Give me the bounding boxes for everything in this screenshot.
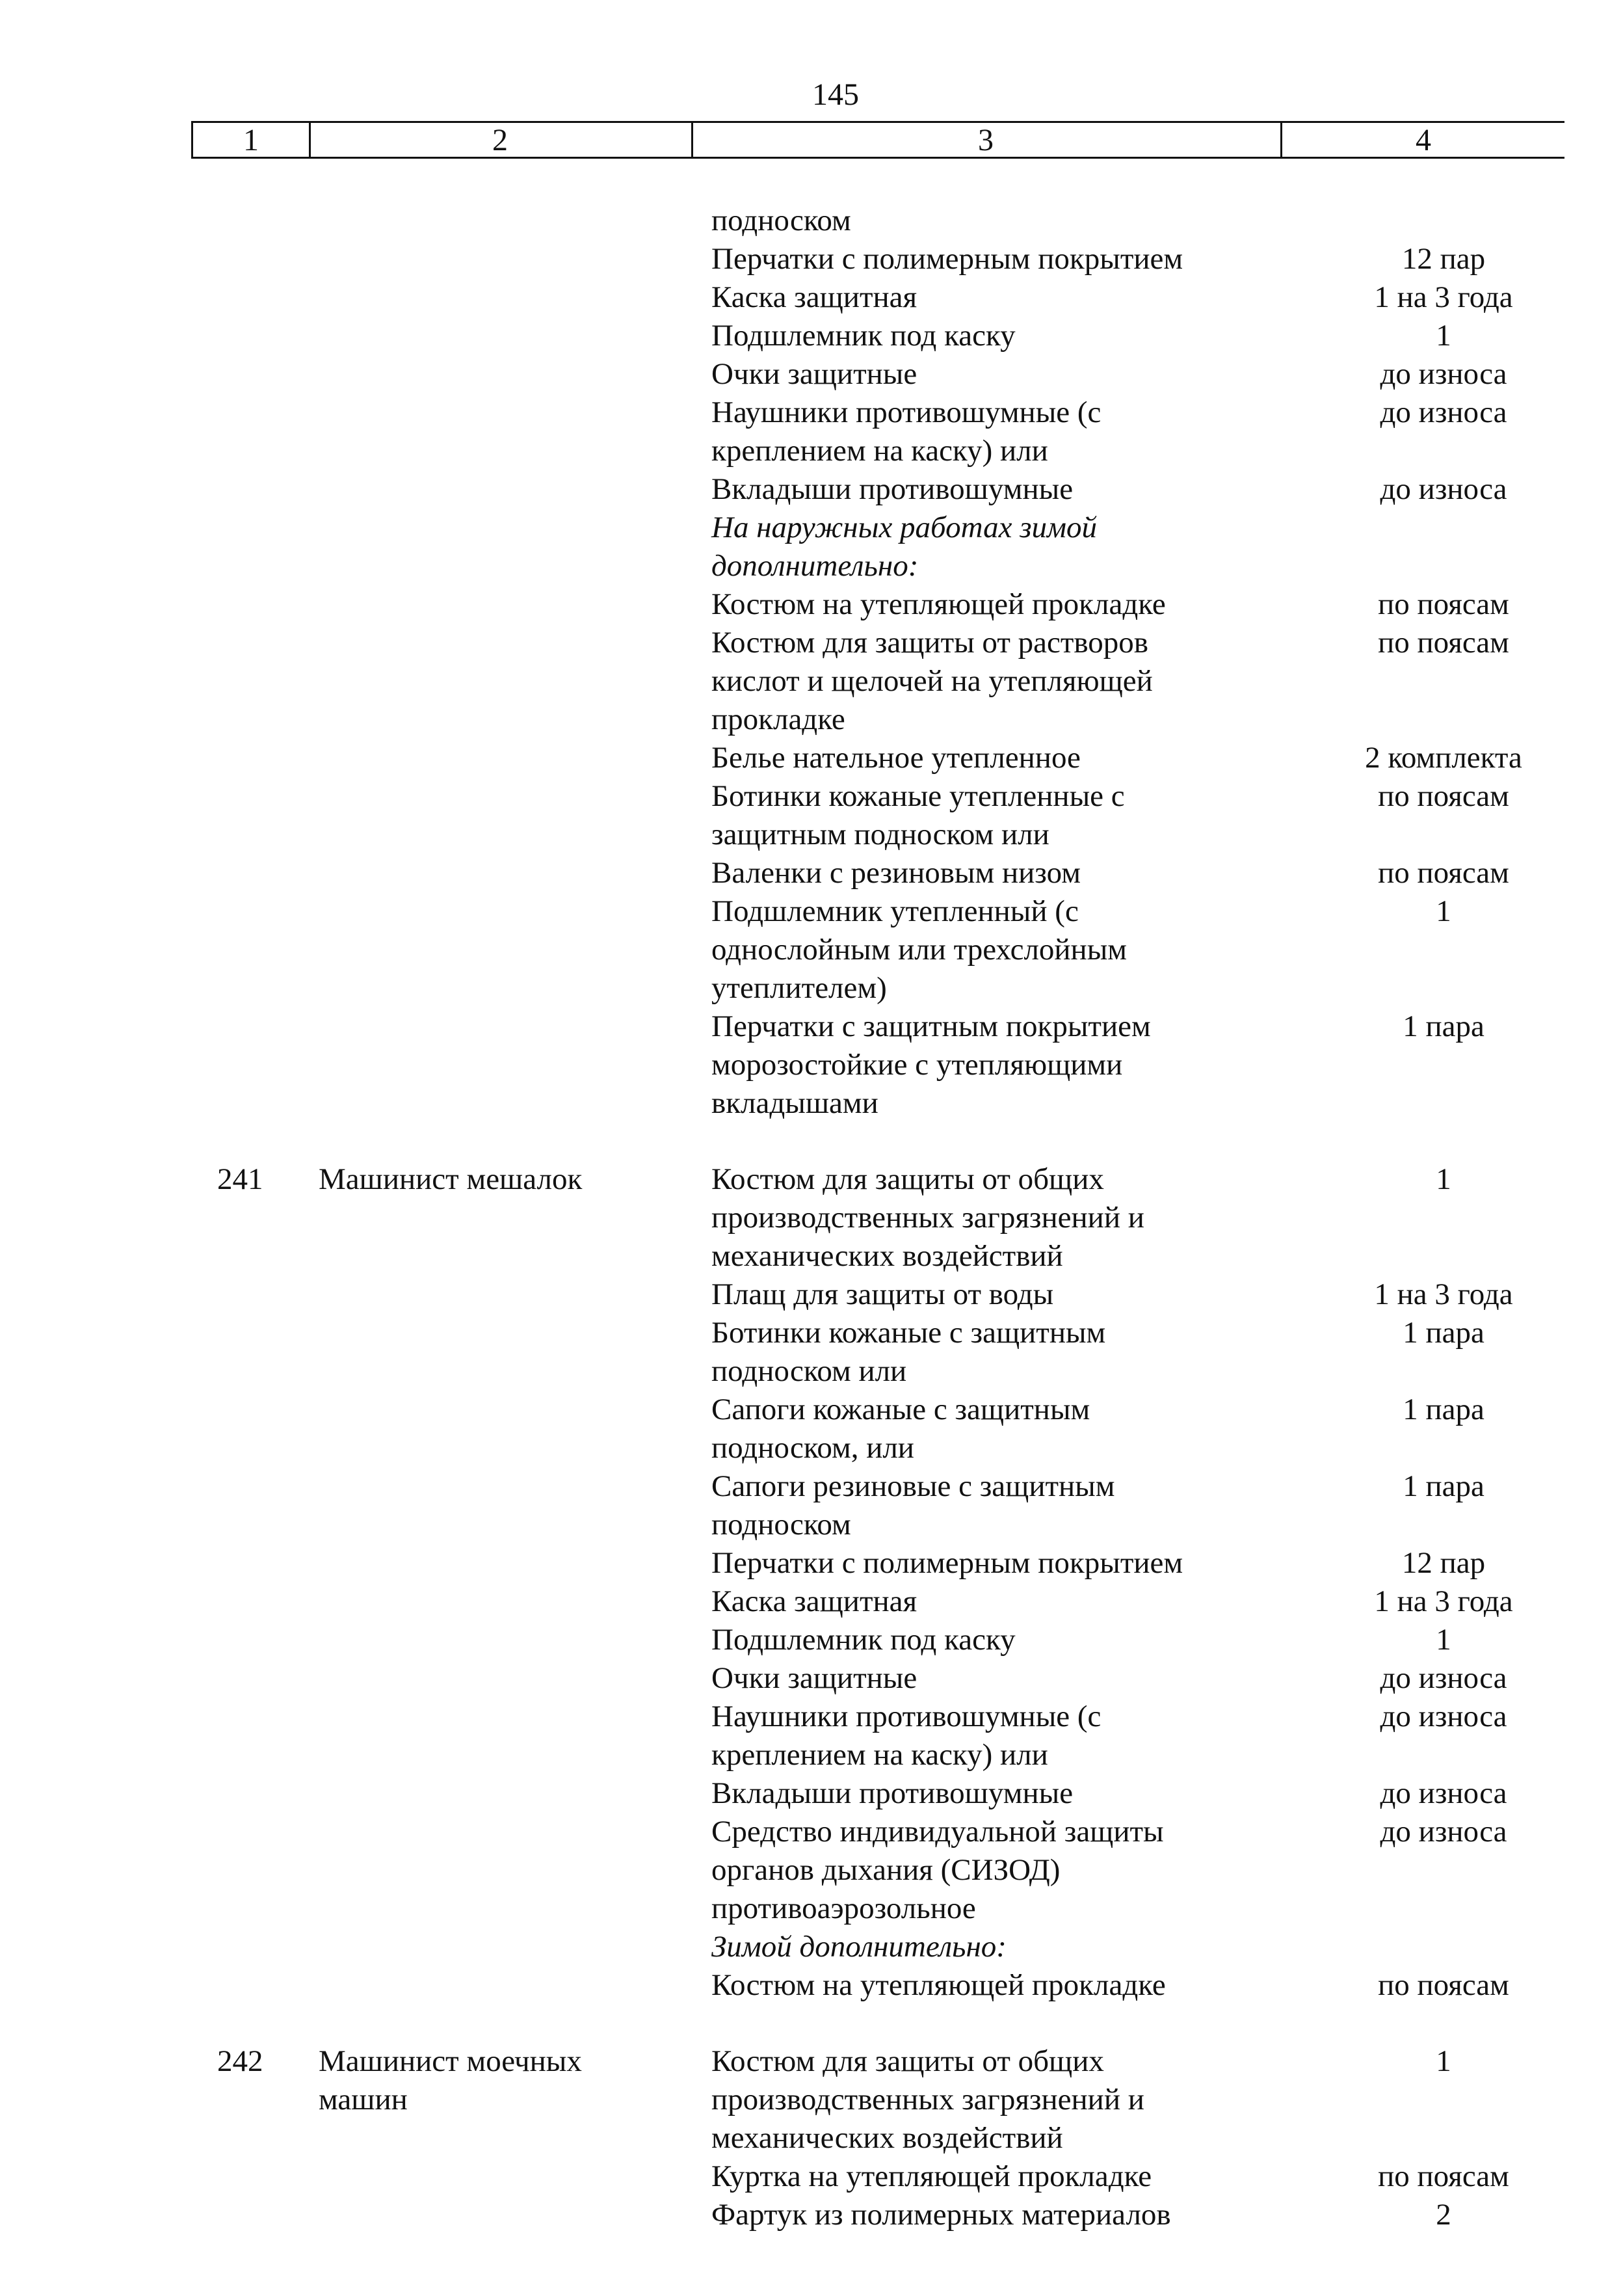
ppe-item-name: подноском bbox=[711, 204, 851, 237]
header-col-4: 4 bbox=[1416, 122, 1431, 157]
ppe-item-name: Фартук из полимерных материалов bbox=[711, 2198, 1171, 2232]
issue-norm: 12 пар bbox=[1401, 242, 1486, 276]
ppe-item-name: Вкладыши противошумные bbox=[711, 472, 1074, 506]
issue-norm: до износа bbox=[1380, 1700, 1507, 1733]
issue-norm: 1 пара bbox=[1403, 1009, 1484, 1043]
ppe-item-name: Ботинки кожаные утепленные с защитным подноском или bbox=[711, 779, 1125, 851]
ppe-item-name: Ботинки кожаные с защитным подноском или bbox=[711, 1316, 1106, 1388]
ppe-item-name: Каска защитная bbox=[711, 280, 917, 314]
ppe-item-name: Наушники противошумные (с креплением на каску) или bbox=[711, 395, 1102, 468]
ppe-item-name: Костюм для защиты от общих производственных загрязнений и механических воздействий bbox=[711, 2044, 1144, 2155]
table-row bbox=[0, 1659, 1623, 1698]
table-row bbox=[0, 1774, 1623, 1813]
ppe-item-name: Костюм на утепляющей прокладке bbox=[711, 587, 1166, 621]
table-row bbox=[0, 892, 1623, 1008]
issue-norm: до износа bbox=[1380, 1776, 1507, 1810]
issue-norm: 1 пара bbox=[1403, 1393, 1484, 1426]
table-row bbox=[0, 2042, 1623, 2157]
issue-norm: до износа bbox=[1380, 1661, 1507, 1695]
table-row bbox=[0, 278, 1623, 317]
table-row bbox=[0, 394, 1623, 470]
ppe-item-name: Средство индивидуальной защиты органов дыхания (СИЗОД) противоаэрозольное bbox=[711, 1815, 1164, 1925]
ppe-item-name: Подшлемник под каску bbox=[711, 319, 1016, 353]
issue-norm: по поясам bbox=[1378, 626, 1509, 660]
ppe-item-name: Каска защитная bbox=[711, 1584, 917, 1618]
profession-name: Машинист моечных машин bbox=[319, 2044, 582, 2116]
table-row bbox=[0, 470, 1623, 509]
table-row bbox=[0, 1160, 1623, 1275]
issue-norm: по поясам bbox=[1378, 2159, 1509, 2193]
issue-norm: 1 на 3 года bbox=[1374, 1584, 1513, 1618]
entry-number: 242 bbox=[217, 2044, 263, 2078]
ppe-item-name: Наушники противошумные (с креплением на каску) или bbox=[711, 1700, 1102, 1772]
table-row bbox=[0, 777, 1623, 854]
table-row bbox=[0, 355, 1623, 394]
issue-norm: 1 пара bbox=[1403, 1316, 1484, 1350]
table-row bbox=[0, 624, 1623, 739]
ppe-item-name: Костюм для защиты от общих производственных загрязнений и механических воздействий bbox=[711, 1162, 1144, 1273]
table-body bbox=[0, 202, 1623, 2234]
ppe-item-name: Костюм для защиты от растворов кислот и щелочей на утепляющей прокладке bbox=[711, 626, 1153, 736]
issue-norm: 1 bbox=[1436, 1162, 1451, 1196]
issue-norm: 1 bbox=[1436, 894, 1451, 928]
issue-norm: до износа bbox=[1380, 1815, 1507, 1849]
table-row bbox=[0, 1966, 1623, 2005]
section-note: Зимой дополнительно: bbox=[711, 1930, 1007, 1964]
ppe-item-name: Очки защитные bbox=[711, 357, 917, 391]
table-row bbox=[0, 1621, 1623, 1659]
entry-number: 241 bbox=[217, 1162, 263, 1196]
issue-norm: до износа bbox=[1380, 395, 1507, 429]
table-row bbox=[0, 202, 1623, 240]
issue-norm: 1 bbox=[1436, 319, 1451, 353]
issue-norm: по поясам bbox=[1378, 856, 1509, 890]
ppe-item-name: Вкладыши противошумные bbox=[711, 1776, 1074, 1810]
entry-spacer bbox=[0, 2005, 1623, 2042]
issue-norm: по поясам bbox=[1378, 587, 1509, 621]
ppe-item-name: Валенки с резиновым низом bbox=[711, 856, 1081, 890]
issue-norm: 1 на 3 года bbox=[1374, 1277, 1513, 1311]
table-row bbox=[0, 1813, 1623, 1928]
header-col-2: 2 bbox=[492, 122, 508, 157]
table-row bbox=[0, 585, 1623, 624]
issue-norm: до износа bbox=[1380, 357, 1507, 391]
issue-norm: 2 комплекта bbox=[1365, 741, 1522, 775]
ppe-item-name: Перчатки с полимерным покрытием bbox=[711, 1546, 1183, 1580]
issue-norm: 1 пара bbox=[1403, 1469, 1484, 1503]
table-row bbox=[0, 739, 1623, 777]
issue-norm: по поясам bbox=[1378, 1968, 1509, 2002]
table-row bbox=[0, 1698, 1623, 1774]
table-row bbox=[0, 1314, 1623, 1391]
section-note: На наружных работах зимой дополнительно: bbox=[711, 511, 1098, 583]
header-col-1: 1 bbox=[243, 122, 259, 157]
ppe-item-name: Куртка на утепляющей прокладке bbox=[711, 2159, 1152, 2193]
issue-norm: 1 bbox=[1436, 1623, 1451, 1657]
table-row bbox=[0, 1275, 1623, 1314]
page-number: 145 bbox=[812, 77, 859, 112]
entry-spacer bbox=[0, 1123, 1623, 1160]
table-row bbox=[0, 2196, 1623, 2234]
issue-norm: по поясам bbox=[1378, 779, 1509, 813]
profession-name: Машинист мешалок bbox=[319, 1162, 583, 1196]
issue-norm: 12 пар bbox=[1401, 1546, 1486, 1580]
table-row bbox=[0, 1467, 1623, 1544]
table-row bbox=[0, 1544, 1623, 1582]
table-row bbox=[0, 317, 1623, 355]
table-row bbox=[0, 240, 1623, 278]
table-row bbox=[0, 2157, 1623, 2196]
issue-norm: 2 bbox=[1436, 2198, 1451, 2232]
table-row bbox=[0, 854, 1623, 892]
header-col-3: 3 bbox=[978, 122, 994, 157]
ppe-item-name: Перчатки с защитным покрытием морозостойкие с утепляющими вкладышами bbox=[711, 1009, 1151, 1120]
ppe-item-name: Костюм на утепляющей прокладке bbox=[711, 1968, 1166, 2002]
ppe-item-name: Сапоги кожаные с защитным подноском, или bbox=[711, 1393, 1090, 1465]
ppe-item-name: Очки защитные bbox=[711, 1661, 917, 1695]
table-row bbox=[0, 509, 1623, 585]
table-row bbox=[0, 1582, 1623, 1621]
issue-norm: 1 bbox=[1436, 2044, 1451, 2078]
ppe-item-name: Плащ для защиты от воды bbox=[711, 1277, 1054, 1311]
table-row bbox=[0, 1928, 1623, 1966]
ppe-item-name: Перчатки с полимерным покрытием bbox=[711, 242, 1183, 276]
ppe-item-name: Белье нательное утепленное bbox=[711, 741, 1081, 775]
table-row bbox=[0, 1008, 1623, 1123]
ppe-item-name: Сапоги резиновые с защитным подноском bbox=[711, 1469, 1115, 1542]
issue-norm: 1 на 3 года bbox=[1374, 280, 1513, 314]
table-row bbox=[0, 1391, 1623, 1467]
column-header-table bbox=[191, 121, 1564, 159]
ppe-item-name: Подшлемник под каску bbox=[711, 1623, 1016, 1657]
ppe-item-name: Подшлемник утепленный (с однослойным или трехслойным утеплителем) bbox=[711, 894, 1128, 1005]
issue-norm: до износа bbox=[1380, 472, 1507, 506]
